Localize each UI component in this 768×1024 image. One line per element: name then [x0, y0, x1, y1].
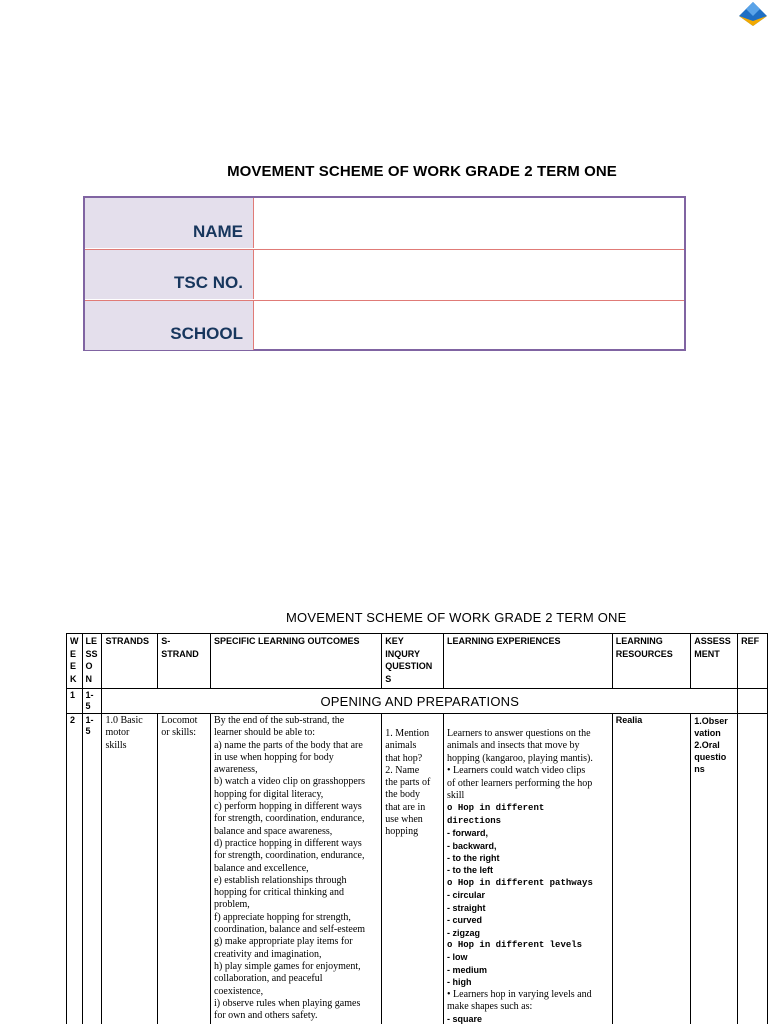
school-label: SCHOOL	[85, 301, 254, 350]
experience-line: • Learners could watch video clips	[447, 765, 586, 777]
header-inquiry: KEY INQURY QUESTION S	[382, 634, 444, 689]
header-resources: LEARNING RESOURCES	[612, 634, 691, 689]
text-line: that hop?	[385, 752, 423, 764]
scheme-table	[66, 633, 768, 1024]
experience-line: directions	[447, 815, 502, 826]
text-line: that are in	[385, 801, 426, 813]
name-value[interactable]	[255, 198, 684, 248]
experience-line: animals and insects that move by	[447, 740, 580, 752]
experience-line: o Hop in different pathways	[447, 877, 593, 888]
text-line: d) practice hopping in different ways	[213, 837, 362, 849]
week-cell: 1	[67, 689, 83, 714]
header-lesson: LE SS O N	[82, 634, 102, 689]
text-line: use when	[385, 814, 423, 826]
text-line: 1. Mention	[385, 728, 430, 739]
info-row-tsc	[85, 249, 684, 299]
opening-cell: OPENING AND PREPARATIONS	[102, 689, 738, 714]
experience-line: - to the left	[447, 865, 494, 876]
experience-line: - straight	[447, 902, 486, 913]
experience-line: - forward,	[447, 828, 489, 839]
text-line: problem,	[213, 899, 250, 911]
name-label: NAME	[85, 198, 254, 248]
text-line: the body	[385, 789, 421, 801]
tsc-value[interactable]	[255, 250, 684, 299]
text-line: e) establish relationships through	[213, 874, 347, 886]
experience-line: - zigzag	[447, 927, 481, 938]
text-line: collaboration, and peaceful	[213, 973, 323, 985]
week-cell: 2	[67, 714, 83, 1024]
experience-line: - to the right	[447, 853, 500, 864]
text-line: hopping for digital literacy,	[213, 788, 324, 800]
header-assessment: ASSESS MENT	[691, 634, 738, 689]
experience-line: - medium	[447, 964, 488, 975]
experience-line: • Learners hop in varying levels and	[447, 988, 592, 1000]
experience-line: - low	[447, 952, 468, 963]
table-row	[67, 689, 768, 714]
header-row	[67, 634, 768, 689]
lesson-cell: 1- 5	[82, 689, 102, 714]
text-line: awareness,	[213, 764, 258, 776]
header-week: W E E K	[67, 634, 83, 689]
text-line: hopping	[385, 826, 419, 838]
experience-line: - curved	[447, 915, 483, 926]
header-outcomes: SPECIFIC LEARNING OUTCOMES	[210, 634, 381, 689]
header-substrand: S- STRAND	[158, 634, 211, 689]
lesson-cell: 1- 5	[82, 714, 102, 1024]
text-line: balance and excellence,	[213, 862, 309, 874]
teacher-info-box	[83, 196, 686, 351]
experiences-cell	[444, 714, 613, 1024]
experience-line: - high	[447, 977, 472, 988]
text-line: animals	[385, 740, 417, 752]
experience-line: - backward,	[447, 840, 497, 851]
text-line: for own and others safety.	[213, 1010, 318, 1022]
text-line: in use when hopping for body	[213, 751, 334, 763]
text-line: the parts of	[385, 777, 431, 789]
text-line: By the end of the sub-strand, the	[213, 715, 345, 726]
experience-line: - square	[447, 1014, 483, 1024]
info-row-school	[85, 300, 684, 350]
text-line: for strength, coordination, endurance,	[213, 813, 365, 825]
scheme-title: MOVEMENT SCHEME OF WORK GRADE 2 TERM ONE	[286, 610, 627, 625]
assessment-cell: 1.Obser vation 2.Oral questio ns	[691, 714, 738, 1024]
text-line: b) watch a video clip on grasshoppers	[213, 776, 366, 788]
text-line: coordination, balance and self-esteem	[213, 924, 366, 936]
inquiry-cell	[382, 714, 444, 1024]
school-value[interactable]	[255, 301, 684, 350]
text-line: a) name the parts of the body that are	[213, 739, 363, 751]
substrand-cell: Locomot or skills:	[158, 714, 211, 1024]
experience-line: Learners to answer questions on the	[447, 728, 591, 739]
text-line: hopping for critical thinking and	[213, 887, 344, 899]
experience-line: o Hop in different levels	[447, 939, 583, 950]
text-line: coexistence,	[213, 985, 264, 997]
text-line: 2. Name	[385, 764, 420, 776]
text-line: for strength, coordination, endurance,	[213, 850, 365, 862]
text-line: i) observe rules when playing games	[213, 997, 361, 1009]
resources-cell: Realia	[612, 714, 691, 1024]
publisher-logo-icon	[737, 0, 768, 28]
reflection-cell	[738, 689, 768, 714]
text-line: f) appreciate hopping for strength,	[213, 911, 351, 923]
experience-line: hopping (kangaroo, playing mantis).	[447, 752, 593, 764]
outcomes-cell	[210, 714, 381, 1024]
experience-line: o Hop in different	[447, 803, 545, 814]
strand-cell: 1.0 Basic motor skills	[102, 714, 158, 1024]
header-strands: STRANDS	[102, 634, 158, 689]
experience-line: skill	[447, 790, 465, 802]
text-line: creativity and imagination,	[213, 948, 322, 960]
tsc-label: TSC NO.	[85, 250, 254, 299]
header-experiences: LEARNING EXPERIENCES	[444, 634, 613, 689]
experience-line: - circular	[447, 890, 486, 901]
experience-line: of other learners performing the hop	[447, 777, 593, 789]
experience-line: make shapes such as:	[447, 1000, 533, 1012]
table-row	[67, 714, 768, 1024]
text-line: g) make appropriate play items for	[213, 936, 353, 948]
header-reflection: REF	[738, 634, 768, 689]
text-line: c) perform hopping in different ways	[213, 801, 362, 813]
text-line: balance and space awareness,	[213, 825, 333, 837]
cover-title: MOVEMENT SCHEME OF WORK GRADE 2 TERM ONE	[227, 163, 617, 180]
info-row-name	[85, 198, 684, 248]
reflection-cell	[738, 714, 768, 1024]
text-line: learner should be able to:	[213, 727, 316, 739]
text-line: h) play simple games for enjoyment,	[213, 960, 361, 972]
